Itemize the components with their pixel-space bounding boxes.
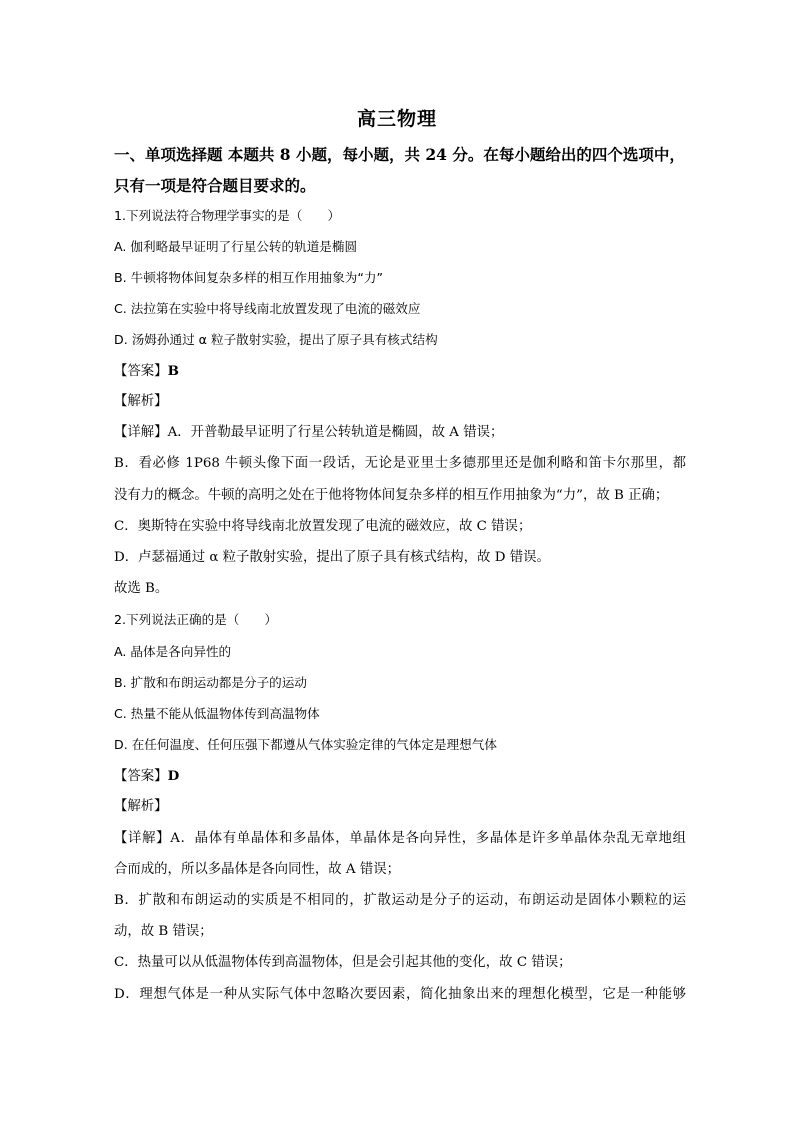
q1-option-b: B. 牛顿将物体间复杂多样的相互作用抽象为“力”	[114, 270, 383, 285]
q2-analysis-label: 【解析】	[114, 799, 168, 814]
q1-option-d: D. 汤姆孙通过 α 粒子散射实验，提出了原子具有核式结构	[114, 332, 438, 347]
q1-detail-c: C．奥斯特在实验中将导线南北放置发现了电流的磁效应，故 C 错误；	[114, 519, 532, 534]
q2-detail-a-line-1: A．晶体有单晶体和多晶体，单晶体是各向异性，多晶体是许多单晶体杂乱无章地组	[170, 831, 686, 846]
q1-detail-label: 【详解】	[114, 425, 168, 440]
q1-answer-label: 【答案】	[114, 364, 168, 379]
q1-stem: 1.下列说法符合物理学事实的是（ ）	[114, 208, 341, 223]
q1-detail-a-row	[114, 423, 686, 443]
page-title: 高三物理	[356, 108, 437, 130]
q2-option-a: A. 晶体是各向异性的	[114, 644, 232, 659]
q2-detail-d-line-1: D．理想气体是一种从实际气体中忽略次要因素，简化抽象出来的理想化模型，它是一种能够	[114, 987, 686, 1002]
q1-detail-b-line-1: B．看必修 1P68 牛顿头像下面一段话，无论是亚里士多德那里还是伽利略和笛卡尔那里，都	[114, 456, 686, 471]
q2-detail-c: C．热量可以从低温物体传到高温物体，但是会引起其他的变化，故 C 错误；	[114, 955, 572, 970]
q2-stem: 2.下列说法正确的是（ ）	[114, 612, 278, 627]
q1-analysis-label: 【解析】	[114, 394, 168, 409]
q1-option-c: C. 法拉第在实验中将导线南北放置发现了电流的磁效应	[114, 301, 421, 316]
section-heading-line-1: 一、单项选择题 本题共 8 小题，每小题，共 24 分。在每小题给出的四个选项中，	[114, 145, 685, 164]
q2-detail-a-row	[114, 829, 686, 849]
q1-detail-a: A．开普勒最早证明了行星公转轨道是椭圆，故 A 错误；	[167, 425, 504, 440]
q2-detail-b-line-1: B．扩散和布朗运动的实质是不相同的，扩散运动是分子的运动，布朗运动是固体小颗粒的运	[114, 893, 686, 908]
q2-option-d: D. 在任何温度、任何压强下都遵从气体实验定律的气体定是理想气体	[114, 737, 497, 752]
q2-option-c: C. 热量不能从低温物体传到高温物体	[114, 706, 320, 721]
q1-option-a: A. 伽利略最早证明了行星公转的轨道是椭圆	[114, 239, 358, 254]
q2-detail-b-line-2: 动，故 B 错误；	[114, 924, 213, 939]
q1-detail-d: D．卢瑟福通过 α 粒子散射实验，提出了原子具有核式结构，故 D 错误。	[114, 550, 550, 565]
q2-answer-value: D	[167, 768, 180, 784]
q1-detail-b-line-2: 没有力的概念。牛顿的高明之处在于他将物体间复杂多样的相互作用抽象为“力”，故 B 正确；	[114, 488, 669, 503]
q2-answer-label: 【答案】	[114, 769, 168, 784]
q2-option-b: B. 扩散和布朗运动都是分子的运动	[114, 675, 307, 690]
q2-answer-row	[114, 766, 686, 787]
q1-answer-value: B	[167, 363, 179, 379]
q2-detail-a-line-2: 合而成的，所以多晶体是各向同性，故 A 错误；	[114, 862, 400, 877]
q1-answer-row	[114, 361, 686, 382]
q1-conclusion: 故选 B。	[114, 581, 169, 596]
section-heading-line-2: 只有一项是符合题目要求的。	[114, 176, 316, 195]
q2-detail-label: 【详解】	[114, 831, 171, 846]
